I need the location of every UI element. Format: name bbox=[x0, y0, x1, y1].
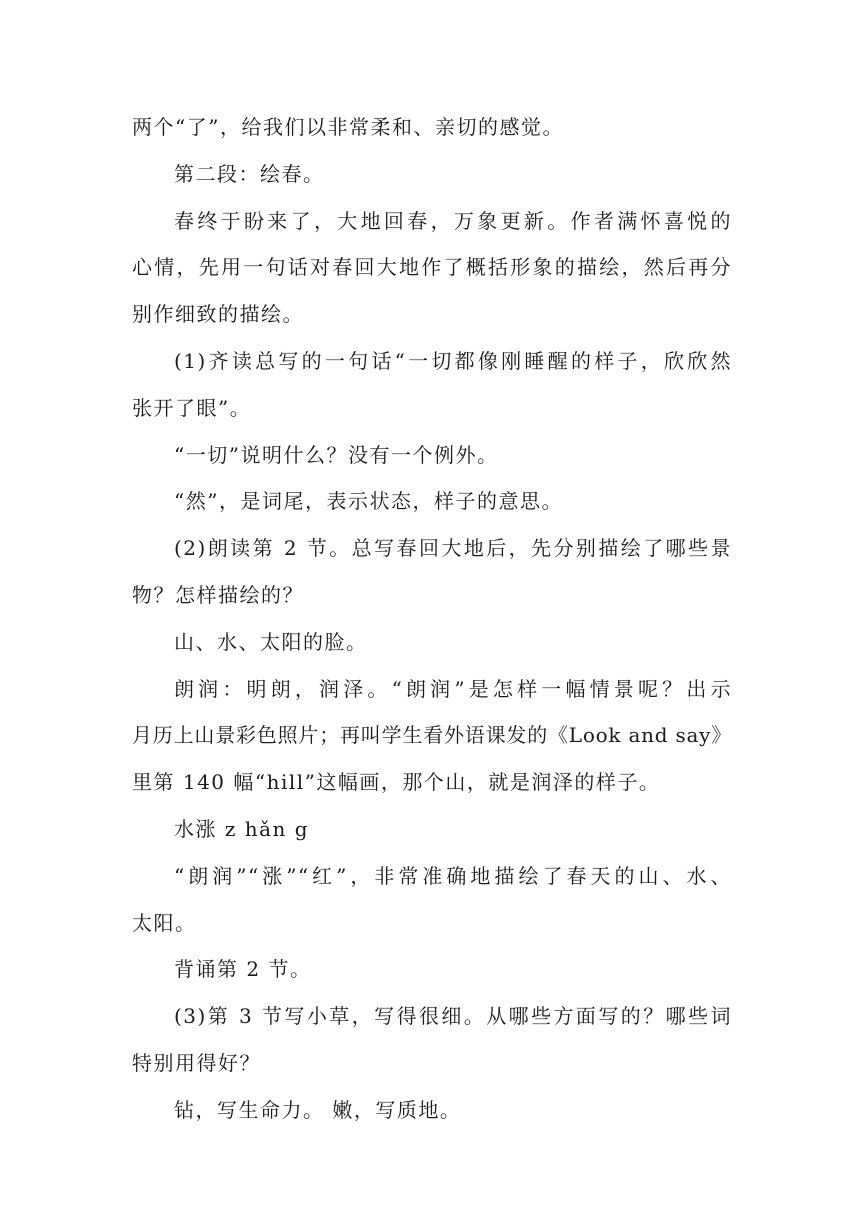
document-body bbox=[132, 104, 732, 1134]
text-line: 水涨 z hǎn g bbox=[174, 816, 310, 841]
text-line: 物？怎样描绘的？ bbox=[132, 582, 304, 607]
text-line: 特别用得好？ bbox=[132, 1050, 261, 1075]
text-line: 两个“了”，给我们以非常柔和、亲切的感觉。 bbox=[132, 115, 564, 139]
text-line: 心情，先用一句话对春回大地作了概括形象的描绘，然后再分 bbox=[132, 255, 732, 280]
text-line: 张开了眼”。 bbox=[132, 395, 252, 420]
text-line: 太阳。 bbox=[132, 910, 197, 935]
text-line: 朗润：明朗，润泽。“朗润”是怎样一幅情景呢？出示 bbox=[174, 676, 732, 701]
text-line: 第二段：绘春。 bbox=[174, 161, 325, 186]
text-line: “一切”说明什么？没有一个例外。 bbox=[174, 442, 499, 467]
text-line: 山、水、太阳的脸。 bbox=[174, 629, 368, 654]
text-line: (2)朗读第 2 节。总写春回大地后，先分别描绘了哪些景 bbox=[174, 536, 732, 561]
text-line: 月历上山景彩色照片；再叫学生看外语课发的《Look and say》 bbox=[132, 723, 732, 748]
text-line: 别作细致的描绘。 bbox=[132, 302, 304, 327]
text-line: (1)齐读总写的一句话“一切都像刚睡醒的样子，欣欣然 bbox=[174, 348, 732, 373]
text-line: 背诵第 2 节。 bbox=[174, 957, 312, 982]
text-line: 钻，写生命力。 嫩，写质地。 bbox=[174, 1097, 462, 1122]
text-line: “然”，是词尾，表示状态，样子的意思。 bbox=[174, 489, 563, 514]
text-line: 里第 140 幅“hill”这幅画，那个山，就是润泽的样子。 bbox=[132, 770, 661, 795]
text-line: 春终于盼来了，大地回春，万象更新。作者满怀喜悦的 bbox=[174, 208, 732, 233]
text-line: “朗润”“涨”“红”，非常准确地描绘了春天的山、水、 bbox=[174, 863, 732, 888]
text-line: (3)第 3 节写小草，写得很细。从哪些方面写的？哪些词 bbox=[174, 1004, 732, 1029]
